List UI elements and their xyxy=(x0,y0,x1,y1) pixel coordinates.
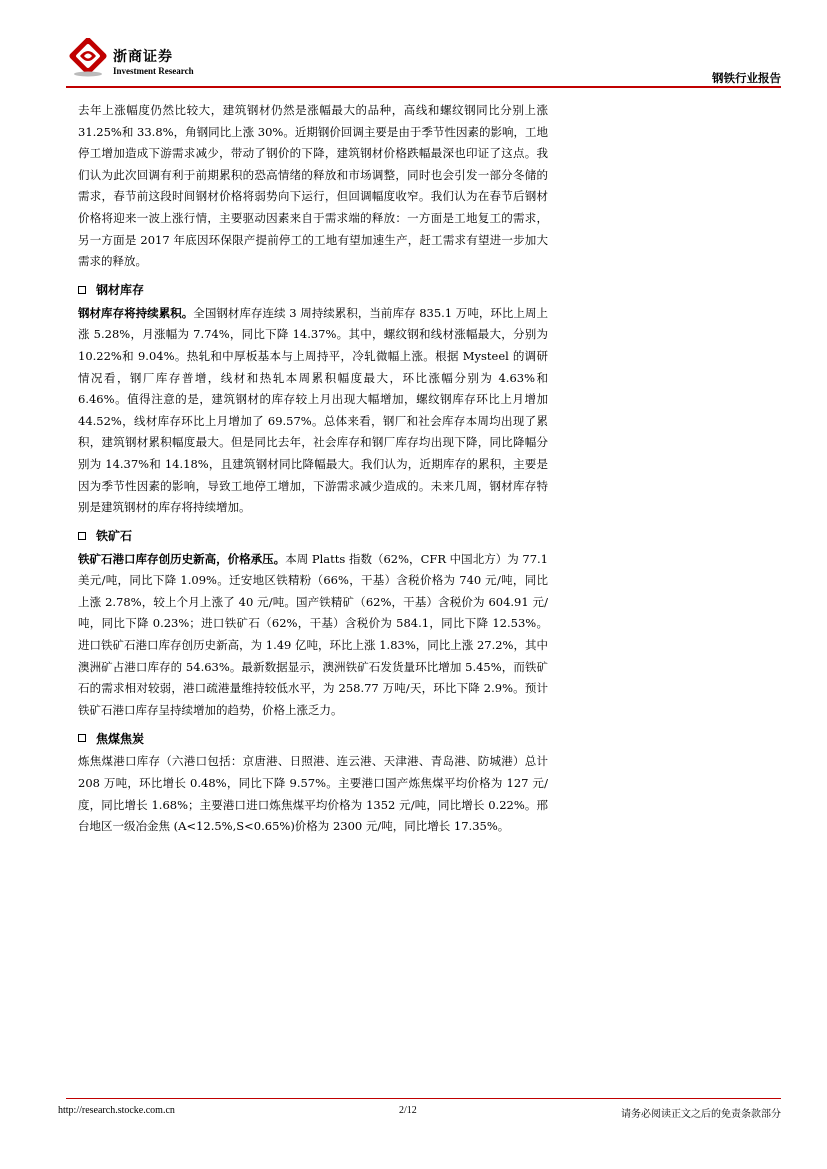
footer-url-link[interactable]: http://research.stocke.com.cn xyxy=(58,1105,175,1116)
report-type-label: 钢铁行业报告 xyxy=(712,71,781,85)
brand-name-cn: 浙商证券 xyxy=(113,49,173,65)
section-title: 钢材库存 xyxy=(96,283,145,298)
header-divider xyxy=(66,86,781,88)
brand-name-en: Investment Research xyxy=(113,66,194,76)
section-heading-steel-inventory xyxy=(78,279,548,301)
section-heading-iron-ore xyxy=(78,525,548,547)
page-number: 2/12 xyxy=(399,1105,417,1116)
section-title: 焦煤焦炭 xyxy=(96,731,145,746)
iron-ore-paragraph xyxy=(78,549,548,722)
paragraph-body: 本周 Platts 指数（62%，CFR 中国北方）为 77.1 美元/吨，同比下降 1.09%。迁安地区铁精粉（66%，干基）含税价格为 740 元/吨，同比上涨 2.78%，较上个月上涨了 40 元/吨。国产铁精矿（62%，干基）含税价为 604.91 元/吨，同比下降 0.23%；进口铁矿石（62%，干基）含税价为 584.1，同比下降 12.53%。进口铁矿石港口库存创历史新高，为 1.49 亿吨，环比上涨 1.83%，同比上涨 27.2%，其中澳洲矿占港口库存的 54.63%。最新数据显示，澳洲铁矿石发货量环比增加 5.45%，而铁矿石的需求相对较弱，港口疏港量维持较低水平，为 258.77 万吨/天，环比下降 2.9%。预计铁矿石港口库存呈持续增加的趋势，价格上涨乏力。 xyxy=(78,551,549,717)
paragraph-lead: 钢材库存将持续累积。 xyxy=(78,305,194,320)
square-bullet-icon xyxy=(78,532,86,540)
square-bullet-icon xyxy=(78,286,86,294)
paragraph-body: 炼焦煤港口库存（六港口包括：京唐港、日照港、连云港、天津港、青岛港、防城港）总计 208 万吨，环比增长 0.48%，同比下降 9.57%。主要港口国产炼焦煤平均价格为 127 元/度，同比增长 1.68%；主要港口进口炼焦煤平均价格为 1352 元/吨，同比增长 0.22%。邢台地区一级冶金焦 (A<12.5%,S<0.65%)价格为 2300 元/吨，同比增长 17.35%。 xyxy=(78,754,548,834)
footer-disclaimer: 请务必阅读正文之后的免责条款部分 xyxy=(621,1109,781,1120)
steel-inventory-paragraph xyxy=(78,303,548,519)
square-bullet-icon xyxy=(78,734,86,742)
footer-divider xyxy=(66,1098,781,1099)
zheshang-logo-icon xyxy=(66,38,110,78)
section-title: 铁矿石 xyxy=(96,529,133,544)
paragraph-body: 全国钢材库存连续 3 周持续累积，当前库存 835.1 万吨，环比上周上涨 5.28%，月涨幅为 7.74%，同比下降 14.37%。其中，螺纹钢和线材涨幅最大，分别为 10.22%和 9.04%。热轧和中厚板基本与上周持平，冷轧微幅上涨。根据 Mysteel 的调研情况看，钢厂库存普增，线材和热轧本周累积幅度最大，环比涨幅分别为 4.63%和 6.46%。值得注意的是，建筑钢材的库存较上月出现大幅增加，螺纹钢库存环比上月增加 44.52%，线材库存环比上月增加了 69.57%。总体来看，钢厂和社会库存本周均出现了累积，建筑钢材累积幅度最大。但是同比去年，社会库存和钢厂库存均出现下降，同比降幅分别为 14.37%和 14.18%，且建筑钢材同比降幅最大。我们认为，近期库存的累积，主要是因为季节性因素的影响，导致工地停工增加，下游需求减少造成的。未来几周，钢材库存特别是建筑钢材的库存将持续增加。 xyxy=(78,305,549,515)
report-body xyxy=(78,100,548,838)
paragraph-lead: 铁矿石港口库存创历史新高，价格承压。 xyxy=(78,551,286,566)
section-heading-coking-coal xyxy=(78,727,548,749)
intro-paragraph: 去年上涨幅度仍然比较大，建筑钢材仍然是涨幅最大的品种，高线和螺纹钢同比分别上涨 31.25%和 33.8%，角钢同比上涨 30%。近期钢价回调主要是由于季节性因素的影响，工地停工增加造成下游需求减少，带动了钢价的下降，建筑钢材价格跌幅最深也印证了这点。我们认为此次回调有利于前期累积的恐高情绪的释放和市场调整，同时也会引发一部分冬储的需求，春节前这段时间钢材价格将弱势向下运行，但回调幅度收窄。我们认为在春节后钢材价格将迎来一波上涨行情，主要驱动因素来自于需求端的释放：一方面是工地复工的需求，另一方面是 2017 年底因环保限产提前停工的工地有望加速生产，赶工需求有望进一步加大需求的释放。 xyxy=(78,103,548,269)
coking-coal-paragraph xyxy=(78,751,548,837)
